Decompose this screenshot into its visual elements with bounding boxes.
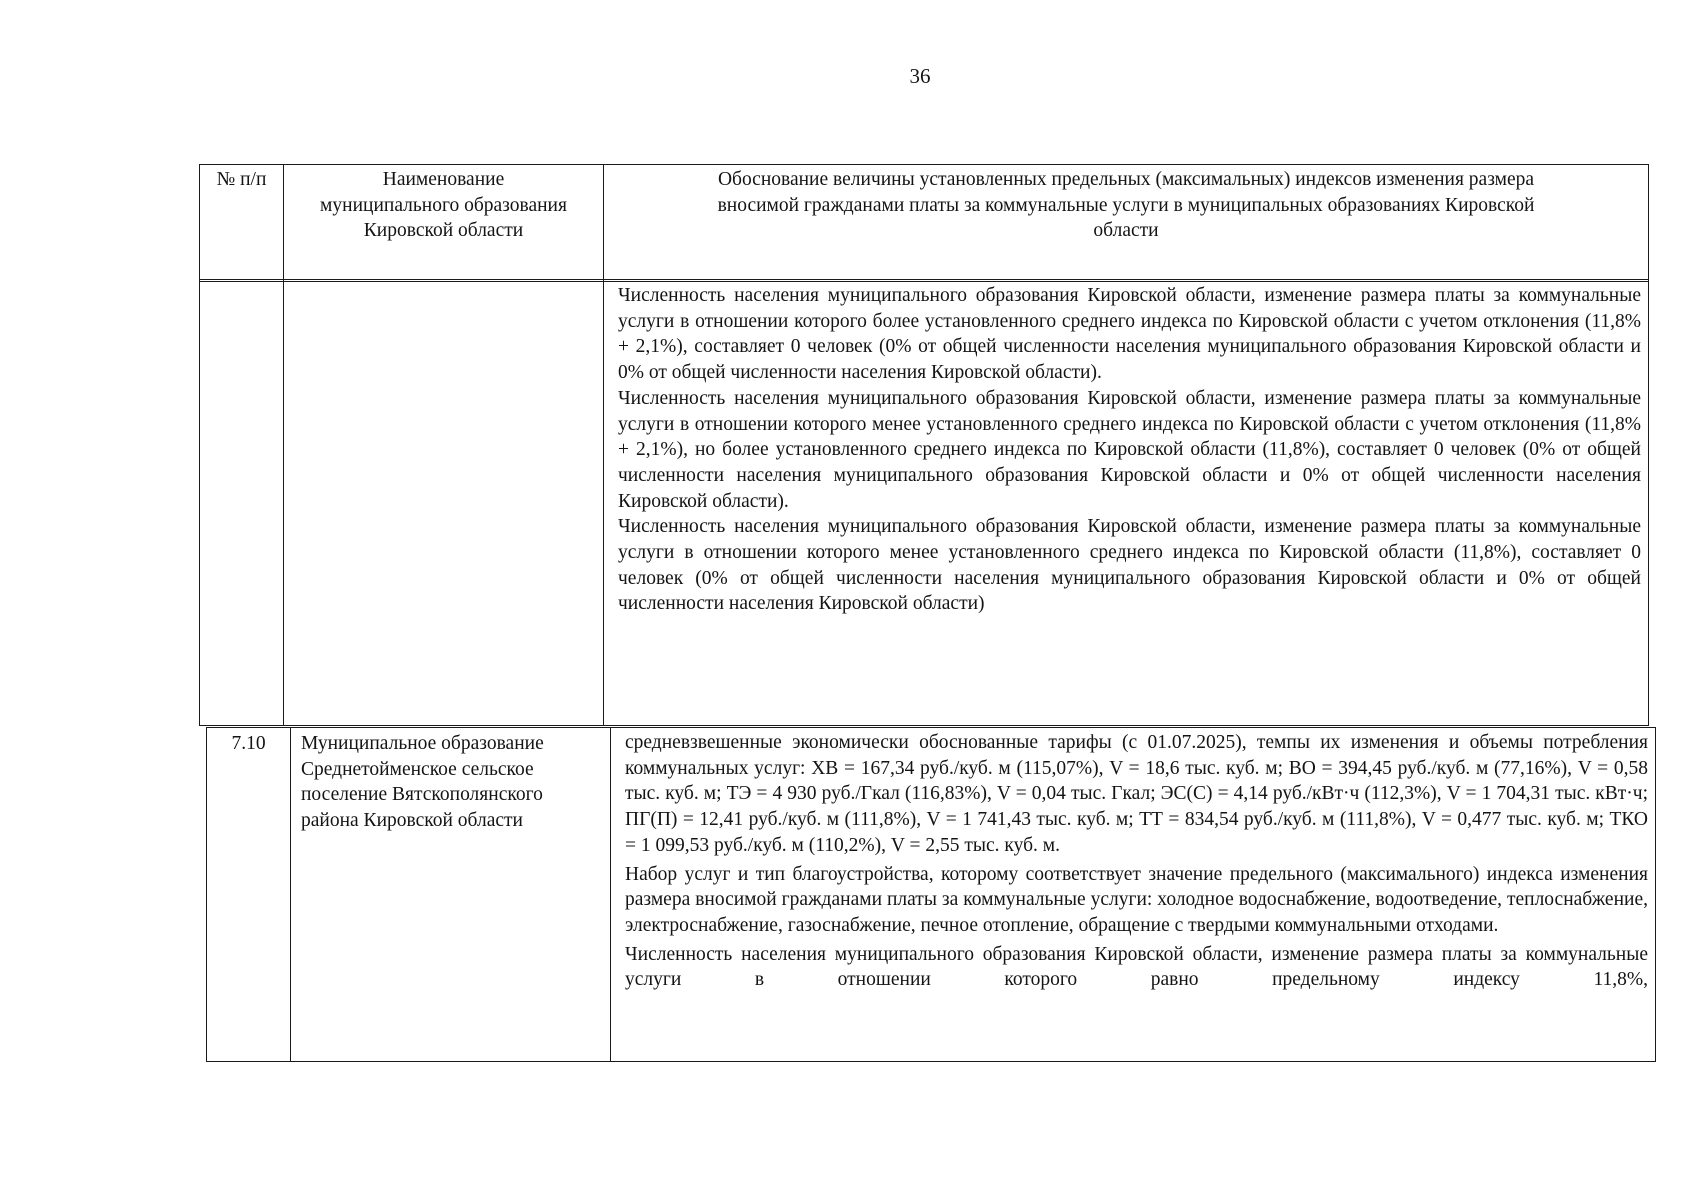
table-row bbox=[207, 728, 1656, 1062]
justification-paragraph: Численность населения муниципального образования Кировской области, изменение размера платы за коммунальные услуги в отношении которого менее установленного среднего индекса по Кировской области с учетом отклонения (11,8% + 2,1%), но более установленного среднего индекса по Кировской области (11,8%), составляет 0 человек (0% от общей численности населения муниципального образования Кировской области и 0% от общей численности населения Кировской области). bbox=[618, 387, 1641, 512]
justification-paragraph: Численность населения муниципального образования Кировской области, изменение размера платы за коммунальные услуги в отношении которого менее установленного среднего индекса по Кировской области (11,8%), составляет 0 человек (0% от общей численности населения муниципального образования Кировской области и 0% от общей численности населения Кировской области) bbox=[618, 516, 1641, 615]
row-num bbox=[200, 280, 284, 726]
table-header bbox=[199, 164, 1649, 282]
justification-paragraph: средневзвешенные экономически обоснованные тарифы (с 01.07.2025), темпы их изменения и объемы потребления коммунальных услуг: ХВ = 167,34 руб./куб. м (115,07%), V = 18,6 тыс. куб. м; ВО = 394,45 руб./куб. м (77,16%), V = 0,58 тыс. куб. м; ТЭ = 4 930 руб./Гкал (116,83%), V = 0,04 тыс. Гкал; ЭС(С) = 4,14 руб./кВт·ч (112,3%), V = 1 704,31 тыс. кВт·ч; ПГ(П) = 12,41 руб./куб. м (111,8%), V = 1 741,43 тыс. куб. м; ТТ = 834,54 руб./куб. м (111,8%), V = 0,477 тыс. куб. м; ТКО = 1 099,53 руб./куб. м (110,2%), V = 2,55 тыс. куб. м. bbox=[625, 732, 1648, 856]
justification-paragraph: Численность населения муниципального образования Кировской области, изменение размера платы за коммунальные услуги в отношении которого равно предельному индексу 11,8%, bbox=[625, 943, 1648, 991]
justification-paragraph: Численность населения муниципального образования Кировской области, изменение размера платы за коммунальные услуги в отношении которого более установленного среднего индекса по Кировской области с учетом отклонения (11,8% + 2,1%), составляет 0 человек (0% от общей численности населения муниципального образования Кировской области и 0% от общей численности населения Кировской области). bbox=[618, 285, 1641, 384]
header-justification: Обоснование величины установленных предельных (максимальных) индексов изменения размера вносимой гражданами платы за коммунальные услуги в муниципальных образованиях Кировской области bbox=[604, 165, 1649, 282]
table-row bbox=[200, 280, 1649, 726]
justification-paragraph: Набор услуг и тип благоустройства, которому соответствует значение предельного (максимального) индекса изменения размера вносимой гражданами платы за коммунальные услуги: холодное водоснабжение, водоотведение, теплоснабжение, электроснабжение, газоснабжение, печное отопление, обращение с твердыми коммунальными отходами. bbox=[625, 863, 1648, 936]
header-municipality-name: Наименование муниципального образования Кировской области bbox=[284, 165, 604, 282]
header-row bbox=[200, 165, 1649, 282]
page-number: 36 bbox=[909, 64, 931, 88]
row-justification bbox=[611, 728, 1656, 1062]
table-body-row-7-10 bbox=[206, 727, 1656, 1062]
row-justification bbox=[604, 280, 1649, 726]
header-num: № п/п bbox=[200, 165, 284, 282]
row-num: 7.10 bbox=[207, 728, 291, 1062]
row-municipality-name: Муниципальное образование Среднетойменское сельское поселение Вятскополянского района Кировской области bbox=[291, 728, 611, 1062]
table-body-continuation bbox=[199, 279, 1649, 726]
row-municipality-name bbox=[284, 280, 604, 726]
